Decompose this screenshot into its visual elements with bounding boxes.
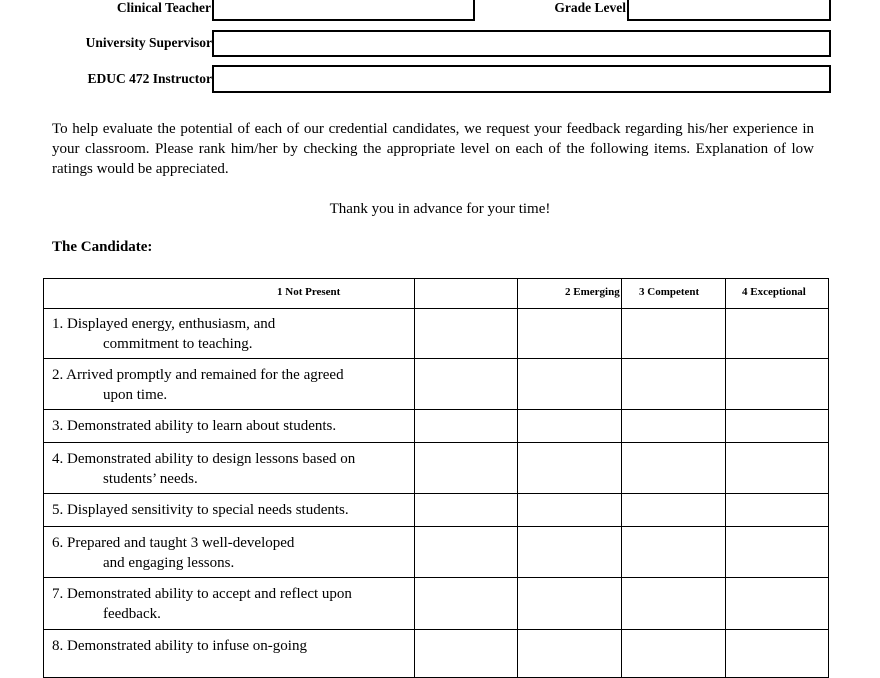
table-row bbox=[52, 365, 412, 405]
item-text-cont: commitment to teaching. bbox=[103, 336, 253, 352]
column-divider bbox=[517, 278, 518, 678]
table-row bbox=[52, 500, 412, 520]
item-text-cont: upon time. bbox=[103, 387, 168, 403]
table-row bbox=[52, 584, 412, 624]
university-supervisor-field[interactable] bbox=[212, 30, 831, 57]
instructor-label: EDUC 472 Instructor bbox=[87, 71, 212, 86]
clinical-teacher-label: Clinical Teacher bbox=[116, 0, 211, 15]
col-header-exceptional: 4 Exceptional bbox=[742, 286, 806, 298]
row-divider bbox=[43, 308, 829, 309]
col-header-emerging: 2 Emerging bbox=[565, 286, 620, 298]
row-divider bbox=[43, 577, 829, 578]
col-header-competent: 3 Competent bbox=[639, 286, 700, 298]
item-text: 5. Displayed sensitivity to special needs students. bbox=[52, 502, 349, 518]
column-divider bbox=[725, 278, 726, 678]
table-row bbox=[52, 416, 412, 436]
university-supervisor-label: University Supervisor bbox=[85, 35, 212, 50]
item-text: 1. Displayed energy, enthusiasm, and bbox=[52, 316, 276, 332]
thanks-line: Thank you in advance for your time! bbox=[329, 201, 551, 217]
row-divider bbox=[43, 629, 829, 630]
col-header-not-present: 1 Not Present bbox=[277, 286, 341, 298]
item-text: 2. Arrived promptly and remained for the agreed bbox=[52, 367, 344, 383]
item-text: 8. Demonstrated ability to infuse on-going bbox=[52, 638, 307, 654]
instructor-field[interactable] bbox=[212, 65, 831, 93]
column-divider bbox=[621, 278, 622, 678]
item-text-cont: feedback. bbox=[103, 606, 161, 622]
table-row bbox=[52, 314, 412, 354]
item-text: 4. Demonstrated ability to design lessons based on bbox=[52, 451, 356, 467]
column-divider bbox=[414, 278, 415, 678]
section-title: The Candidate: bbox=[52, 239, 153, 255]
item-text-cont: and engaging lessons. bbox=[103, 555, 235, 571]
item-text: 7. Demonstrated ability to accept and reflect upon bbox=[52, 586, 352, 602]
item-text-cont: students’ needs. bbox=[103, 471, 198, 487]
grade-level-field[interactable] bbox=[627, 0, 831, 21]
item-text: 3. Demonstrated ability to learn about students. bbox=[52, 418, 337, 434]
row-divider bbox=[43, 358, 829, 359]
grade-level-label: Grade Level bbox=[554, 0, 626, 15]
row-divider bbox=[43, 526, 829, 527]
row-divider bbox=[43, 442, 829, 443]
item-text: 6. Prepared and taught 3 well-developed bbox=[52, 535, 295, 551]
table-row bbox=[52, 533, 412, 573]
table-row bbox=[52, 449, 412, 489]
table-row bbox=[52, 636, 412, 656]
row-divider bbox=[43, 409, 829, 410]
row-divider bbox=[43, 493, 829, 494]
intro-paragraph: To help evaluate the potential of each of our credential candidates, we request your feedback regarding his/her experience in your classroom. Please rank him/her by checking the appropriate level on each of the following items. Explanation of low ratings would be appreciated. bbox=[52, 121, 814, 177]
clinical-teacher-field[interactable] bbox=[212, 0, 475, 21]
